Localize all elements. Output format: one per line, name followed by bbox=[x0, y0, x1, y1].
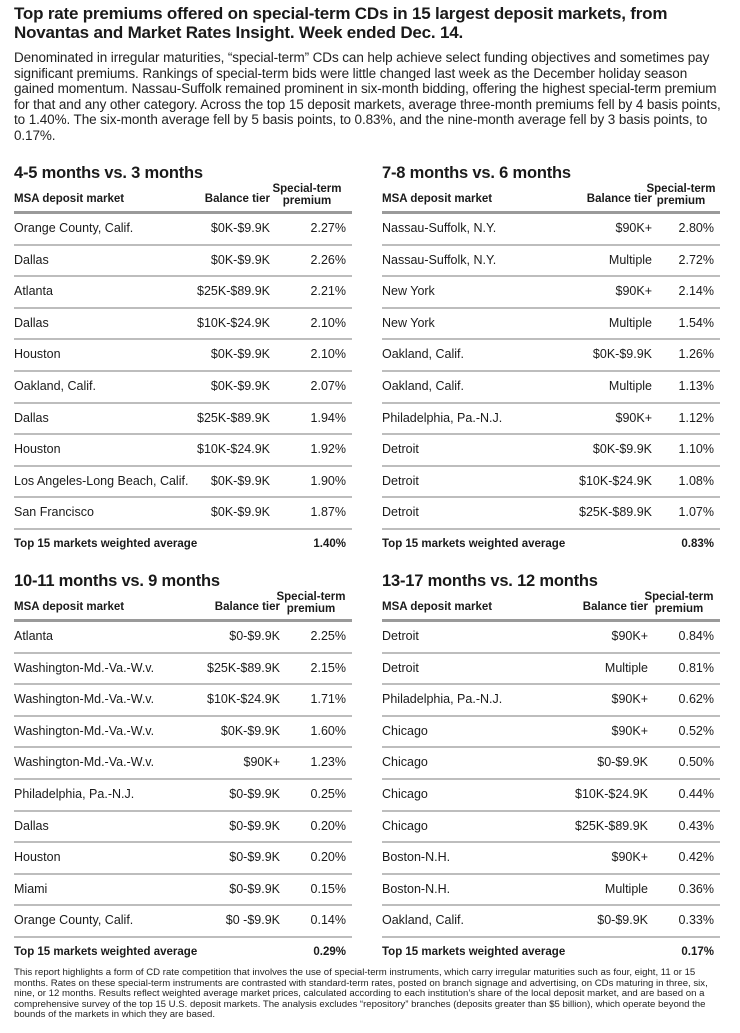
column-header-tier: Balance tier bbox=[214, 601, 280, 613]
table-row bbox=[14, 404, 352, 436]
table-row bbox=[14, 685, 352, 717]
premium-cell: 0.36% bbox=[678, 881, 714, 896]
column-header-premium-line1: Special-term bbox=[646, 183, 716, 195]
table-row bbox=[382, 906, 720, 938]
market-cell: Dallas bbox=[14, 252, 49, 267]
table-row bbox=[14, 372, 352, 404]
premium-cell: 0.33% bbox=[678, 913, 714, 928]
premium-cell: 1.10% bbox=[678, 442, 714, 457]
balance-tier-cell: $10K-$24.9K bbox=[197, 442, 270, 457]
market-cell: Dallas bbox=[14, 315, 49, 330]
table-row bbox=[14, 843, 352, 875]
premium-cell: 1.13% bbox=[678, 378, 714, 393]
table-row bbox=[382, 467, 720, 499]
table-row bbox=[382, 622, 720, 654]
column-header-premium bbox=[638, 591, 720, 615]
balance-tier-cell: $0-$9.9K bbox=[597, 913, 648, 928]
column-header-tier: Balance tier bbox=[204, 193, 270, 205]
table-row bbox=[14, 654, 352, 686]
panel-title: 10-11 months vs. 9 months bbox=[14, 572, 220, 590]
balance-tier-cell: $0K-$9.9K bbox=[220, 723, 280, 738]
market-cell: Washington-Md.-Va.-W.v. bbox=[14, 723, 155, 738]
table-row bbox=[14, 467, 352, 499]
table-row bbox=[14, 214, 352, 246]
panel-title: 7-8 months vs. 6 months bbox=[382, 164, 571, 182]
premium-cell: 0.62% bbox=[678, 692, 714, 707]
column-header-premium-line2: premium bbox=[654, 603, 704, 615]
weighted-average-row bbox=[14, 530, 352, 560]
market-cell: Detroit bbox=[382, 473, 419, 488]
premium-cell: 2.25% bbox=[310, 629, 346, 643]
weighted-average-value: 0.17% bbox=[681, 945, 714, 958]
market-cell: Oakland, Calif. bbox=[382, 378, 464, 393]
market-cell: Dallas bbox=[14, 818, 49, 833]
column-header-premium-line2: premium bbox=[282, 195, 332, 207]
panel-7-8-months bbox=[382, 163, 720, 560]
premium-cell: 2.07% bbox=[310, 378, 346, 393]
market-cell: Chicago bbox=[382, 723, 428, 738]
premium-cell: 0.50% bbox=[678, 755, 714, 770]
balance-tier-cell: $25K-$89.9K bbox=[197, 410, 270, 425]
panel-title: 13-17 months vs. 12 months bbox=[382, 572, 598, 590]
balance-tier-cell: $0 -$9.9K bbox=[225, 913, 280, 928]
balance-tier-cell: $0K-$9.9K bbox=[210, 505, 270, 520]
balance-tier-cell: $10K-$24.9K bbox=[197, 315, 270, 330]
market-cell: Detroit bbox=[382, 660, 419, 675]
market-cell: Atlanta bbox=[14, 284, 53, 299]
market-cell: Oakland, Calif. bbox=[382, 347, 464, 362]
table-row bbox=[382, 214, 720, 246]
column-header-market: MSA deposit market bbox=[382, 193, 493, 205]
table-row bbox=[382, 435, 720, 467]
market-cell: San Francisco bbox=[14, 505, 94, 520]
table-row bbox=[14, 277, 352, 309]
balance-tier-cell: Multiple bbox=[604, 881, 648, 896]
balance-tier-cell: $0K-$9.9K bbox=[210, 473, 270, 488]
table-row bbox=[382, 875, 720, 907]
premium-cell: 0.52% bbox=[678, 723, 714, 738]
weighted-average-row bbox=[382, 530, 720, 560]
premium-cell: 2.26% bbox=[310, 252, 346, 267]
balance-tier-cell: $90K+ bbox=[611, 692, 648, 707]
premium-cell: 1.54% bbox=[678, 315, 714, 330]
premium-cell: 1.87% bbox=[310, 505, 346, 520]
premium-cell: 1.26% bbox=[678, 347, 714, 362]
weighted-average-row bbox=[382, 938, 720, 968]
premium-cell: 1.60% bbox=[310, 723, 346, 738]
balance-tier-cell: $0-$9.9K bbox=[229, 629, 280, 643]
market-cell: Boston-N.H. bbox=[382, 850, 451, 865]
market-cell: Houston bbox=[14, 442, 61, 457]
market-cell: New York bbox=[382, 315, 435, 330]
market-cell: New York bbox=[382, 284, 435, 299]
balance-tier-cell: $90K+ bbox=[243, 755, 280, 770]
premium-cell: 2.72% bbox=[678, 252, 714, 267]
table-row bbox=[382, 340, 720, 372]
table-row bbox=[14, 309, 352, 341]
table-row bbox=[382, 277, 720, 309]
market-cell: Orange County, Calif. bbox=[14, 221, 134, 235]
table-header bbox=[14, 185, 352, 214]
premium-cell: 0.42% bbox=[678, 850, 714, 865]
footnote: This report highlights a form of CD rate competition that involves the use of special-term instruments, which carry irregular maturities such as four, eight, 11 or 15 months. Rates on these special-term instruments are contrasted with standard-term rates, posted on branch signage and advertising, on CDs maturing in three, six, nine, or 12 months. Results reflect weighted average market prices, calculated according to each institution’s share of the local deposit market, and are based on a comprehensive survey of the top 15 U.S. deposit markets. The analysis excludes “repository” branches (deposits greater than $5 billion), which operate beyond the bounds of the markets in which they are based. bbox=[14, 967, 708, 1021]
column-header-market: MSA deposit market bbox=[14, 193, 125, 205]
market-cell: Boston-N.H. bbox=[382, 881, 451, 896]
premium-cell: 2.14% bbox=[678, 284, 714, 299]
weighted-average-row bbox=[14, 938, 352, 968]
intro-paragraph: Denominated in irregular maturities, “special-term” CDs can help achieve select funding objectives and sometimes pay significant premiums. Rankings of special-term bids were little changed last week as the December holiday season gained momentum. Nassau-Suffolk remained prominent in six-month bidding, offering the highest special-term premium for that and any other category. Across the top 15 deposit markets, average three-month premiums fell by 4 basis points, to 1.40%. The six-month average fell by 5 basis points, to 0.83%, and the nine-month average fell by 3 basis points, to 0.17%. bbox=[14, 50, 721, 143]
balance-tier-cell: Multiple bbox=[608, 378, 652, 393]
market-cell: Dallas bbox=[14, 410, 49, 425]
column-header-market: MSA deposit market bbox=[382, 601, 493, 613]
weighted-average-value: 0.83% bbox=[681, 537, 714, 550]
balance-tier-cell: $25K-$89.9K bbox=[579, 505, 652, 520]
balance-tier-cell: Multiple bbox=[608, 315, 652, 330]
table-row bbox=[382, 309, 720, 341]
table-row bbox=[14, 435, 352, 467]
market-cell: Oakland, Calif. bbox=[382, 913, 464, 928]
table-row bbox=[14, 498, 352, 530]
panel-10-11-months bbox=[14, 571, 352, 968]
column-header-premium bbox=[270, 591, 352, 615]
balance-tier-cell: $0K-$9.9K bbox=[210, 252, 270, 267]
balance-tier-cell: $25K-$89.9K bbox=[207, 660, 280, 675]
balance-tier-cell: $10K-$24.9K bbox=[207, 692, 280, 707]
weighted-average-label: Top 15 markets weighted average bbox=[14, 537, 198, 550]
table-row bbox=[14, 748, 352, 780]
weighted-average-value: 1.40% bbox=[313, 537, 346, 550]
table-header bbox=[382, 593, 720, 622]
market-cell: Detroit bbox=[382, 442, 419, 457]
balance-tier-cell: $25K-$89.9K bbox=[197, 284, 270, 299]
table-row bbox=[14, 812, 352, 844]
balance-tier-cell: $90K+ bbox=[611, 629, 648, 643]
market-cell: Chicago bbox=[382, 818, 428, 833]
premium-cell: 1.07% bbox=[678, 505, 714, 520]
premium-cell: 1.94% bbox=[310, 410, 346, 425]
table-header bbox=[14, 593, 352, 622]
table-row bbox=[382, 780, 720, 812]
balance-tier-cell: $25K-$89.9K bbox=[575, 818, 648, 833]
market-cell: Washington-Md.-Va.-W.v. bbox=[14, 692, 155, 707]
weighted-average-value: 0.29% bbox=[313, 945, 346, 958]
premium-cell: 0.44% bbox=[678, 786, 714, 801]
table-row bbox=[382, 843, 720, 875]
column-header-premium-line2: premium bbox=[656, 195, 706, 207]
premium-cell: 1.92% bbox=[310, 442, 346, 457]
market-cell: Washington-Md.-Va.-W.v. bbox=[14, 755, 155, 770]
premium-cell: 0.14% bbox=[310, 913, 346, 928]
market-cell: Los Angeles-Long Beach, Calif. bbox=[14, 473, 189, 488]
premium-cell: 1.71% bbox=[310, 692, 346, 707]
market-cell: Chicago bbox=[382, 755, 428, 770]
premium-cell: 0.84% bbox=[678, 629, 714, 643]
premium-cell: 2.21% bbox=[310, 284, 346, 299]
premium-cell: 0.43% bbox=[678, 818, 714, 833]
market-cell: Nassau-Suffolk, N.Y. bbox=[382, 221, 497, 235]
market-cell: Orange County, Calif. bbox=[14, 913, 134, 928]
premium-cell: 0.81% bbox=[678, 660, 714, 675]
balance-tier-cell: $90K+ bbox=[611, 723, 648, 738]
table-row bbox=[382, 498, 720, 530]
weighted-average-label: Top 15 markets weighted average bbox=[14, 945, 198, 958]
column-header-premium-line1: Special-term bbox=[276, 591, 346, 603]
column-header-tier: Balance tier bbox=[582, 601, 648, 613]
column-header-premium-line1: Special-term bbox=[644, 591, 714, 603]
table-row bbox=[382, 654, 720, 686]
premium-cell: 0.15% bbox=[310, 881, 346, 896]
column-header-premium bbox=[266, 183, 348, 207]
balance-tier-cell: $0-$9.9K bbox=[229, 786, 280, 801]
report-title: Top rate premiums offered on special-term CDs in 15 largest deposit markets, from Novantas and Market Rates Insight. Week ended Dec. 14. bbox=[14, 4, 668, 42]
balance-tier-cell: $10K-$24.9K bbox=[579, 473, 652, 488]
table-row bbox=[14, 246, 352, 278]
panel-4-5-months bbox=[14, 163, 352, 560]
table-row bbox=[382, 717, 720, 749]
premium-cell: 1.12% bbox=[678, 410, 714, 425]
column-header-premium-line1: Special-term bbox=[272, 183, 342, 195]
balance-tier-cell: $90K+ bbox=[615, 284, 652, 299]
balance-tier-cell: $0-$9.9K bbox=[229, 850, 280, 865]
weighted-average-label: Top 15 markets weighted average bbox=[382, 945, 566, 958]
premium-cell: 2.80% bbox=[678, 221, 714, 235]
column-header-premium bbox=[640, 183, 722, 207]
market-cell: Washington-Md.-Va.-W.v. bbox=[14, 660, 155, 675]
table-row bbox=[382, 685, 720, 717]
premium-cell: 2.15% bbox=[310, 660, 346, 675]
table-row bbox=[14, 875, 352, 907]
market-cell: Chicago bbox=[382, 786, 428, 801]
balance-tier-cell: $90K+ bbox=[615, 410, 652, 425]
balance-tier-cell: $10K-$24.9K bbox=[575, 786, 648, 801]
premium-cell: 1.23% bbox=[310, 755, 346, 770]
market-cell: Detroit bbox=[382, 505, 419, 520]
balance-tier-cell: $0-$9.9K bbox=[597, 755, 648, 770]
balance-tier-cell: Multiple bbox=[608, 252, 652, 267]
table-row bbox=[14, 717, 352, 749]
market-cell: Oakland, Calif. bbox=[14, 378, 96, 393]
weighted-average-label: Top 15 markets weighted average bbox=[382, 537, 566, 550]
balance-tier-cell: $0K-$9.9K bbox=[210, 378, 270, 393]
premium-cell: 2.27% bbox=[310, 221, 346, 235]
market-cell: Houston bbox=[14, 850, 61, 865]
market-cell: Nassau-Suffolk, N.Y. bbox=[382, 252, 497, 267]
premium-cell: 0.20% bbox=[310, 850, 346, 865]
table-row bbox=[14, 780, 352, 812]
balance-tier-cell: $0K-$9.9K bbox=[592, 347, 652, 362]
balance-tier-cell: $0K-$9.9K bbox=[592, 442, 652, 457]
market-cell: Atlanta bbox=[14, 629, 53, 643]
column-header-tier: Balance tier bbox=[586, 193, 652, 205]
table-row bbox=[382, 246, 720, 278]
premium-cell: 2.10% bbox=[310, 315, 346, 330]
balance-tier-cell: $0K-$9.9K bbox=[210, 347, 270, 362]
column-header-premium-line2: premium bbox=[286, 603, 336, 615]
premium-cell: 1.90% bbox=[310, 473, 346, 488]
balance-tier-cell: $0-$9.9K bbox=[229, 881, 280, 896]
table-row bbox=[382, 372, 720, 404]
table-row bbox=[14, 622, 352, 654]
table-row bbox=[382, 812, 720, 844]
balance-tier-cell: $90K+ bbox=[611, 850, 648, 865]
table-row bbox=[382, 748, 720, 780]
premium-cell: 1.08% bbox=[678, 473, 714, 488]
market-cell: Philadelphia, Pa.-N.J. bbox=[382, 692, 503, 707]
market-cell: Philadelphia, Pa.-N.J. bbox=[14, 786, 135, 801]
balance-tier-cell: Multiple bbox=[604, 660, 648, 675]
market-cell: Philadelphia, Pa.-N.J. bbox=[382, 410, 503, 425]
premium-cell: 0.25% bbox=[310, 786, 346, 801]
market-cell: Detroit bbox=[382, 629, 419, 643]
balance-tier-cell: $90K+ bbox=[615, 221, 652, 235]
panel-title: 4-5 months vs. 3 months bbox=[14, 164, 203, 182]
premium-cell: 0.20% bbox=[310, 818, 346, 833]
table-row bbox=[14, 340, 352, 372]
market-cell: Miami bbox=[14, 881, 48, 896]
market-cell: Houston bbox=[14, 347, 61, 362]
column-header-market: MSA deposit market bbox=[14, 601, 125, 613]
balance-tier-cell: $0-$9.9K bbox=[229, 818, 280, 833]
table-row bbox=[14, 906, 352, 938]
table-row bbox=[382, 404, 720, 436]
balance-tier-cell: $0K-$9.9K bbox=[210, 221, 270, 235]
premium-cell: 2.10% bbox=[310, 347, 346, 362]
table-header bbox=[382, 185, 720, 214]
panel-13-17-months bbox=[382, 571, 720, 968]
